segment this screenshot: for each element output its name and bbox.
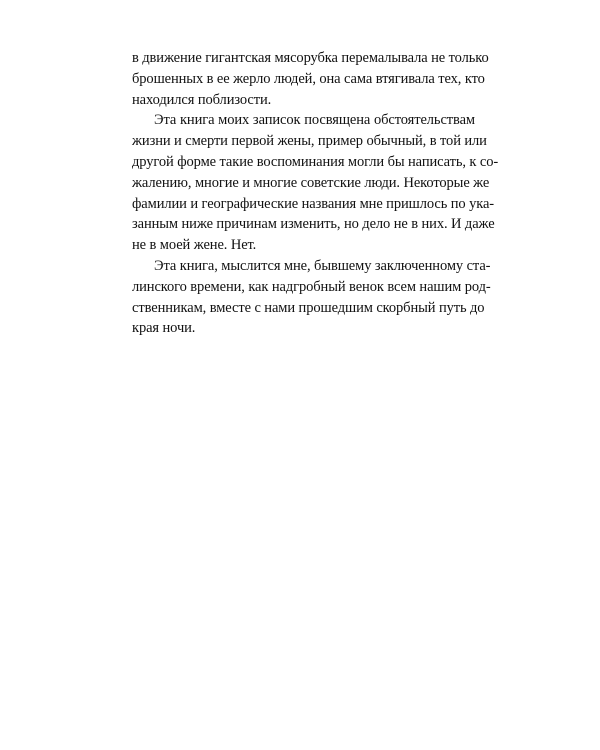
text-line: брошенных в ее жерло людей, она сама втягивала тех, кто <box>132 70 485 87</box>
text-line: другой форме такие воспоминания могли бы написать, к со- <box>132 153 499 170</box>
text-line: линского времени, как надгробный венок всем нашим род- <box>132 278 491 295</box>
body-text <box>132 48 499 339</box>
text-line: жалению, многие и многие советские люди. Некоторые же <box>132 174 490 191</box>
text-line: Эта книга моих записок посвящена обстоятельствам <box>154 112 475 129</box>
text-line: не в моей жене. Нет. <box>132 237 257 254</box>
paragraph-2 <box>132 110 499 256</box>
text-line: занным ниже причинам изменить, но дело не в них. И даже <box>132 216 495 233</box>
text-line: ственникам, вместе с нами прошедшим скорбный путь до <box>132 299 485 316</box>
text-line: жизни и смерти первой жены, пример обычный, в той или <box>132 133 487 150</box>
text-line: в движение гигантская мясорубка перемалывала не только <box>132 50 489 66</box>
text-line: Эта книга, мыслится мне, бывшему заключенному ста- <box>154 257 491 274</box>
paragraph-3 <box>132 256 491 339</box>
text-line: находился поблизости. <box>132 91 272 108</box>
paragraph-1 <box>132 48 489 110</box>
text-line: края ночи. <box>132 320 196 337</box>
text-line: фамилии и географические названия мне пришлось по ука- <box>132 195 495 212</box>
